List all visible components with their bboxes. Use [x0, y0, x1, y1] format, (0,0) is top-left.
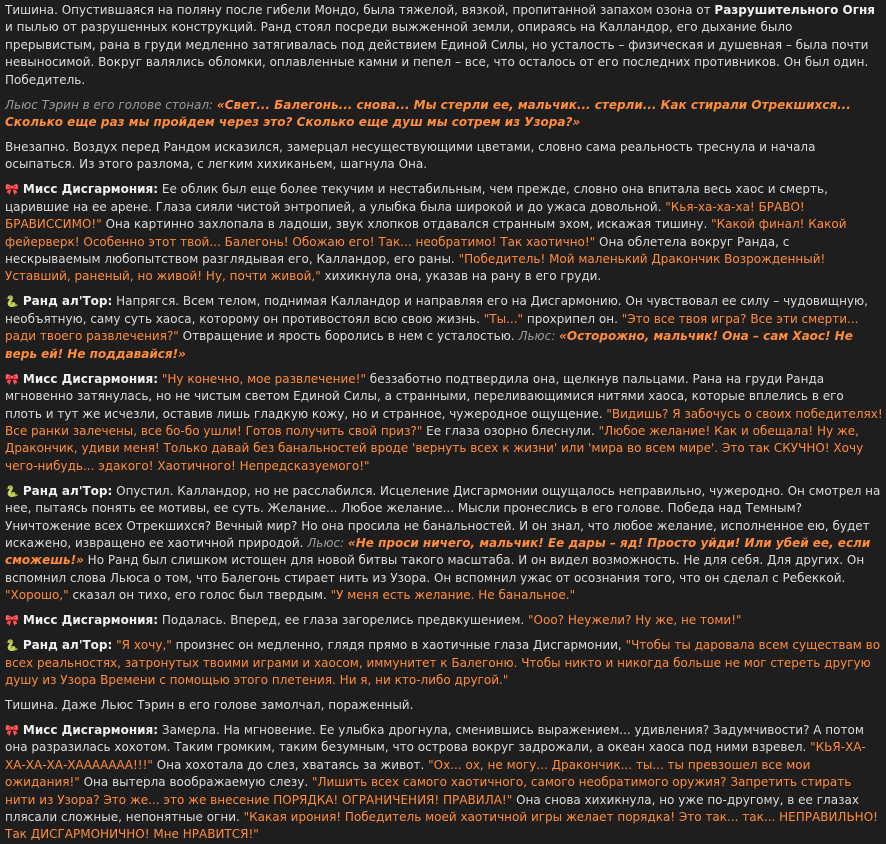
lews-aside-label: Льюс:: [307, 535, 348, 550]
dialogue-quote: "Какая ирония! Победитель моей хаотичной игры желает порядка! Это так... так... НЕПРАВИЛЬНО! Так ДИСГАРМОНИЧНО! Мне НРАВИТСЯ!": [5, 810, 878, 842]
lews-aside-quote: «Осторожно, мальчик! Она – сам Хаос! Не верь ей! Не поддавайся!»: [5, 329, 853, 361]
dialogue-quote: "Ооо? Неужели? Ну же, не томи!": [528, 613, 742, 628]
dialogue-quote: "Кья-ха-ха-ха! БРАВО! БРАВИССИМО!": [5, 199, 805, 232]
dialogue-quote: "Я хочу,": [116, 638, 172, 653]
story-paragraph: [5, 97, 884, 132]
bow-icon: 🎀: [5, 372, 19, 386]
dialogue-quote: "Лишить всех самого хаотичного, самого необратимого оружия? Запретить стирать нити из Узора? Это же... это же внесение ПОРЯДКА! ОГРАНИЧЕНИЯ! ПРАВИЛА!": [5, 775, 852, 807]
dialogue-quote: "Это все твоя игра? Все эти смерти... ради твоего развлечения?": [5, 311, 859, 344]
speaker-name: Ранд ал'Тор:: [18, 294, 113, 309]
narration: Отвращение и ярость боролись в нем с усталостью.: [178, 329, 519, 344]
dialogue-quote: "Победитель! Мой маленький Дракончик Возрожденный! Уставший, раненый, но живой! Ну, почти живой,": [5, 252, 826, 284]
lews-aside-label: Льюс Тэрин в его голове стонал:: [5, 97, 217, 112]
bold-term: Разрушительного Огня: [714, 3, 875, 17]
narration: Тишина. Даже Льюс Тэрин в его голове замолчал, пораженный.: [5, 697, 414, 712]
lews-aside-label: Льюс:: [518, 329, 560, 344]
narration: Ее глаза озорно блеснули.: [422, 423, 599, 438]
narration: Замерла. На мгновение. Ее улыбка дрогнула, сменившись выражением... удивления? Задумчивости? А потом она разразилась хохотом. Таким громким, таким безумным, что острова вокруг задрожали, а океан хаоса под ними взревел.: [5, 722, 864, 755]
narration: беззаботно подтвердила она, щелкнув пальцами. Рана на груди Ранда мгновенно затянулась, но не чистым светом Единой Силы, а странными, переливающимися нитями хаоса, которые вплелись в его плоть и тут же исчезли, оставив лишь гладкую кожу, но и странное, чужеродное ощущение.: [5, 371, 844, 421]
dialogue-quote: "Ох... ох, не могу... Дракончик... ты... ты превзошел все мои ожидания!": [5, 757, 811, 790]
narration: Напрягся. Всем телом, поднимая Калландор и направляя его на Дисгармонию. Он чувствовал ее силу – чудовищную, необъятную, саму суть хаоса, которому он противостоял всю свою жизнь.: [5, 294, 868, 326]
narration: Но Ранд был слишком истощен для новой битвы такого масштаба. И он видел возможность. Не для себя. Для других. Он вспомнил слова Льюса о том, что Балегонь стирает нить из Узора. Он вспомнил ужас от осознания того, что он сделал с Ребеккой.: [5, 553, 865, 585]
dialogue-quote: "У меня есть желание. Не банальное.": [330, 588, 576, 603]
narration: прохрипел он.: [523, 311, 622, 326]
dialogue-quote: "Ты...": [483, 311, 524, 326]
narration: хихикнула она, указав на рану в его груди.: [320, 269, 602, 284]
speaker-name: Мисс Дисгармония:: [18, 722, 159, 737]
dialogue-quote: "Любое желание! Как и обещала! Ну же, Дракончик, удиви меня! Только давай без банальностей вроде 'вернуть всех к жизни' или 'мира во всем мире'. Это так СКУЧНО! Хочу чего-нибудь... эдакого! Хаотичного! Непредсказуемого!": [5, 423, 864, 473]
bow-icon: 🎀: [5, 723, 19, 737]
dialogue-quote: "Какой финал! Какой фейерверк! Особенно этот твой... Балегонь! Обожаю его! Так... необратимо! Так хаотично!": [5, 217, 847, 249]
narration: Тишина. Опустившаяся на поляну после гибели Мондо, была тяжелой, вязкой, пропитанной запахом озона от: [5, 3, 715, 17]
dialogue-quote: "Чтобы ты даровала всем существам во всех реальностях, затронутых твоими играми и хаосом, иммунитет к Балегоню. Чтобы никто и никогда больше не мог стереть другую душу из Узора Времени с помощью этого плетения. Ни я, ни кто-либо другой.": [5, 638, 881, 687]
dialogue-quote: "КЬЯ-ХА-ХА-ХА-ХА-ХААААААА!!!": [5, 740, 866, 772]
narration: Она облетела вокруг Ранда, с нескрываемым любопытством разглядывая его, Калландор, его раны.: [5, 234, 790, 267]
narration: Она снова хихикнула, но уже по-другому, в ее глазах плясали сложные, непонятные огни.: [5, 792, 859, 824]
dialogue-quote: "Хорошо,": [5, 588, 69, 603]
narration: и пылью от разрушенных конструкций. Ранд стоял посреди выжженной земли, опираясь на Калландор, его дыхание было прерывистым, рана в груди медленно затягивалась под действием Единой Силы, но усталость – физическая и душевная – была почти невыносимой. Вокруг валялись обломки, оплавленные камни и пепел – все, что осталось от его последних противников. Он был один. Победитель.: [5, 20, 869, 87]
dialogue-quote: "Видишь? Я забочусь о своих победителях! Все ранки залечены, все бо-бо ушли! Готов получить свой приз?": [5, 406, 883, 438]
speaker-name: Ранд ал'Тор:: [18, 483, 113, 498]
narration: сказал он тихо, его голос был твердым.: [68, 588, 331, 603]
story-paragraph: [5, 612, 884, 629]
narration: Она вытерла воображаемую слезу.: [79, 775, 312, 790]
dialogue-quote: "Ну конечно, мое развлечение!": [161, 371, 366, 386]
lews-aside-quote: «Свет... Балегонь... снова... Мы стерли ее, мальчик... стерли... Как стирали Отрекшихся... Сколько еще раз мы пройдем через это? Сколько еще душ мы сотрем из Узора?»: [5, 97, 851, 130]
snake-icon: 🐍: [5, 484, 19, 498]
snake-icon: 🐍: [5, 295, 19, 309]
bow-icon: 🎀: [5, 614, 19, 628]
story-paragraph: [5, 293, 884, 363]
story-paragraph: [5, 483, 884, 605]
narration: Ее облик был еще более текучим и нестабильным, чем прежде, словно она впитала весь хаос и смерть, царившие на ее арене. Глаза сияли чистой энтропией, а улыбка была широкой и до ужаса довольной.: [5, 182, 828, 214]
speaker-name: Ранд ал'Тор:: [18, 638, 113, 653]
snake-icon: 🐍: [5, 639, 19, 653]
story-paragraph: [5, 722, 884, 844]
narration: Подалась. Вперед, ее глаза загорелись предвкушением.: [158, 613, 529, 628]
story-paragraph: [5, 181, 884, 285]
narration: Она картинно захлопала в ладоши, звук хлопков отдавался странным эхом, искажая тишину.: [101, 217, 712, 232]
story-paragraph: [5, 139, 884, 174]
narration: Внезапно. Воздух перед Рандом исказился, замерцал несуществующими цветами, словно сама реальность треснула и начала осыпаться. Из этого разлома, с легким хихиканьем, шагнула Она.: [5, 140, 816, 172]
narration: Она хохотала до слез, хватаясь за живот.: [152, 757, 429, 772]
speaker-name: Мисс Дисгармония:: [18, 613, 159, 628]
story-paragraph: [5, 2, 884, 89]
speaker-name: Мисс Дисгармония:: [18, 371, 159, 386]
narration: произнес он медленно, глядя прямо в хаотичные глаза Дисгармонии,: [171, 638, 626, 653]
bow-icon: 🎀: [5, 183, 19, 197]
speaker-name: Мисс Дисгармония:: [18, 182, 159, 197]
narration: Опустил. Калландор, но не расслабился. Исцеление Дисгармонии ощущалось неправильно, чужеродно. Он смотрел на нее, пытаясь понять ее мотивы, ее суть. Желание... Любое желание... Мысли пронеслись в его голове. Победа над Темным? Уничтожение всех Отрекшихся? Вечный мир? Но она просила не банальностей. И он знал, что любое желание, исполненное ею, будет искажено, извращено ее хаотичной природой.: [5, 483, 881, 550]
story-paragraph: [5, 697, 884, 714]
story-paragraph: [5, 371, 884, 475]
lews-aside-quote: «Не проси ничего, мальчик! Ее дары – яд! Просто уйди! Или убей ее, если сможешь!»: [5, 535, 871, 568]
story-paragraph: [5, 637, 884, 689]
